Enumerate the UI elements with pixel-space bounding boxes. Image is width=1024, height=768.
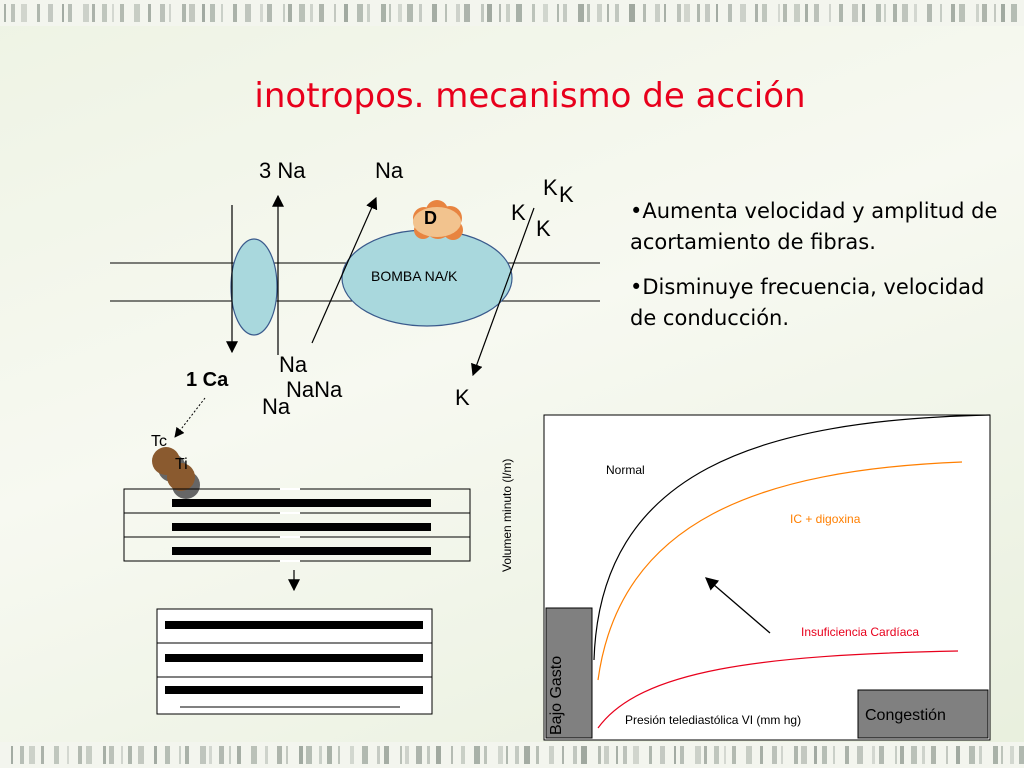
label-k-1: K bbox=[543, 175, 558, 200]
label-na-b1: Na bbox=[279, 352, 308, 377]
label-k-2: K bbox=[559, 182, 574, 207]
label-na-top: Na bbox=[375, 158, 404, 183]
label-k-3: K bbox=[511, 200, 526, 225]
label-na-b2: NaNa bbox=[286, 377, 343, 402]
label-pump: BOMBA NA/K bbox=[371, 268, 458, 284]
label-k-4: K bbox=[536, 216, 551, 241]
chart-y-label: Volumen minuto (l/m) bbox=[500, 458, 514, 572]
bajo-gasto-label: Bajo Gasto bbox=[548, 655, 565, 735]
digoxina-label: IC + digoxina bbox=[790, 512, 861, 526]
label-drug-d: D bbox=[424, 208, 437, 228]
label-k-bottom: K bbox=[455, 385, 470, 410]
label-3-na: 3 Na bbox=[259, 158, 306, 183]
label-ti: Ti bbox=[175, 456, 188, 473]
label-tc: Tc bbox=[151, 433, 167, 450]
congestion-label: Congestión bbox=[865, 707, 946, 724]
label-na-b3: Na bbox=[262, 394, 291, 419]
bullet-2: •Disminuye frecuencia, velocidad de conducción. bbox=[630, 275, 985, 330]
bullet-1: •Aumenta velocidad y amplitud de acortamiento de fibras. bbox=[630, 199, 998, 254]
label-1-ca: 1 Ca bbox=[186, 369, 229, 391]
ic-label: Insuficiencia Cardíaca bbox=[801, 625, 920, 639]
normal-label: Normal bbox=[606, 463, 645, 477]
slide-title: inotropos. mecanismo de acción bbox=[254, 76, 806, 116]
chart-x-label: Presión telediastólica VI (mm hg) bbox=[625, 713, 802, 727]
